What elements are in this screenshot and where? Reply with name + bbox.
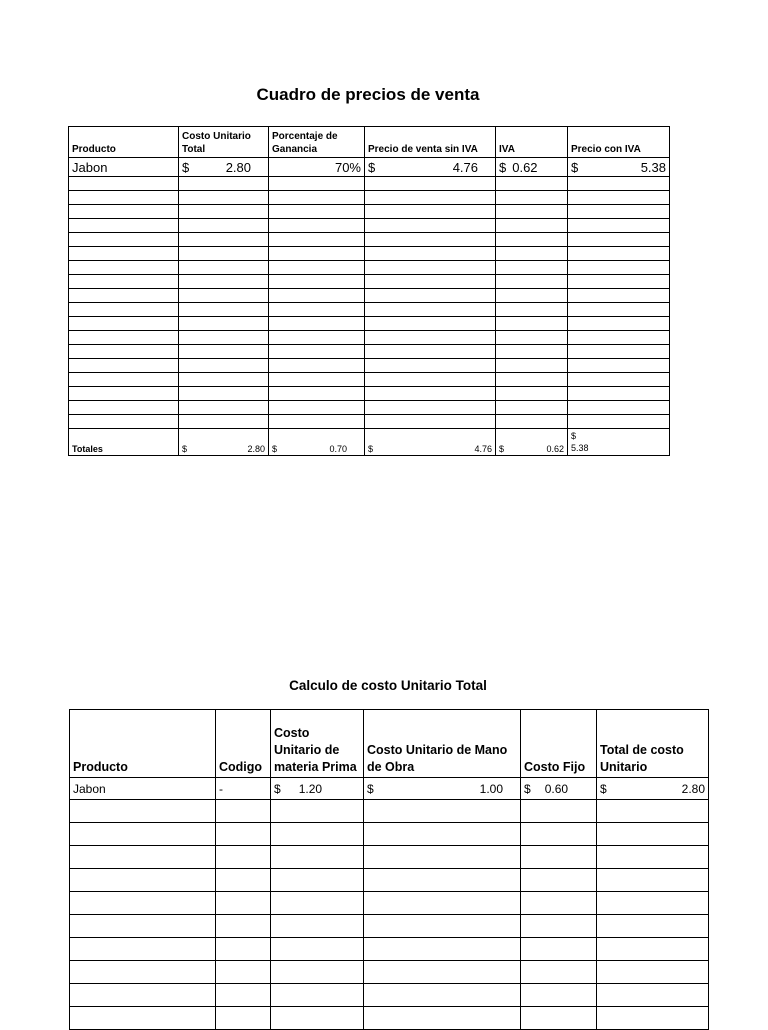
empty-cell (69, 317, 179, 331)
empty-cell (70, 892, 216, 915)
empty-cell (597, 869, 709, 892)
amount: 0.60 (544, 781, 569, 796)
empty-cell (568, 317, 670, 331)
empty-cell (70, 800, 216, 823)
empty-cell (70, 938, 216, 961)
cell-porcentaje-ganancia: 70% (269, 158, 365, 177)
empty-cell (496, 275, 568, 289)
empty-cell (496, 289, 568, 303)
empty-cell (568, 261, 670, 275)
empty-cell (364, 915, 521, 938)
amount: 4.76 (452, 159, 478, 175)
empty-cell (69, 415, 179, 429)
empty-cell (364, 1007, 521, 1030)
empty-cell (496, 205, 568, 219)
empty-cell (364, 984, 521, 1007)
empty-cell (365, 415, 496, 429)
empty-cell (70, 961, 216, 984)
empty-cell (496, 415, 568, 429)
empty-cell (179, 275, 269, 289)
empty-cell (365, 359, 496, 373)
empty-row (69, 261, 670, 275)
header-precio-con-iva: Precio con IVA (568, 127, 670, 158)
totals-label: Totales (69, 429, 179, 456)
cell-costo-unitario-total (179, 158, 269, 177)
empty-cell (216, 984, 271, 1007)
header-precio-sin-iva: Precio de venta sin IVA (365, 127, 496, 158)
empty-cell (269, 317, 365, 331)
empty-cell (521, 984, 597, 1007)
amount: 4.76 (474, 444, 492, 454)
empty-cell (568, 387, 670, 401)
empty-cell (269, 205, 365, 219)
empty-cell (496, 387, 568, 401)
total-iva (496, 429, 568, 456)
empty-cell (364, 869, 521, 892)
empty-cell (597, 938, 709, 961)
empty-row (70, 800, 709, 823)
empty-cell (365, 275, 496, 289)
empty-cell (568, 359, 670, 373)
currency-symbol: $ (367, 781, 374, 796)
empty-cell (271, 892, 364, 915)
empty-cell (70, 915, 216, 938)
empty-cell (269, 261, 365, 275)
currency-symbol: $ (368, 159, 376, 175)
empty-cell (365, 387, 496, 401)
empty-cell (521, 846, 597, 869)
empty-cell (496, 331, 568, 345)
empty-row (70, 1007, 709, 1030)
empty-cell (69, 275, 179, 289)
empty-cell (70, 846, 216, 869)
empty-cell (269, 401, 365, 415)
empty-row (69, 317, 670, 331)
empty-cell (269, 415, 365, 429)
empty-cell (271, 869, 364, 892)
empty-cell (597, 1007, 709, 1030)
empty-cell (365, 289, 496, 303)
empty-cell (179, 177, 269, 191)
header-costo-fijo: Costo Fijo (521, 710, 597, 778)
empty-row (70, 915, 709, 938)
empty-cell (69, 247, 179, 261)
empty-cell (271, 1007, 364, 1030)
header-codigo: Codigo (216, 710, 271, 778)
empty-cell (69, 191, 179, 205)
empty-cell (179, 317, 269, 331)
empty-cell (568, 191, 670, 205)
amount: 0.70 (329, 444, 347, 454)
empty-cell (597, 823, 709, 846)
empty-row (69, 233, 670, 247)
currency-symbol: $ (499, 444, 505, 454)
cell-precio-con-iva (568, 158, 670, 177)
empty-cell (216, 869, 271, 892)
empty-cell (216, 1007, 271, 1030)
empty-cell (179, 289, 269, 303)
empty-cell (597, 892, 709, 915)
empty-row (69, 359, 670, 373)
empty-cell (568, 275, 670, 289)
empty-row (69, 219, 670, 233)
empty-cell (364, 823, 521, 846)
empty-cell (597, 800, 709, 823)
empty-cell (69, 387, 179, 401)
empty-cell (271, 915, 364, 938)
empty-cell (365, 345, 496, 359)
empty-cell (69, 303, 179, 317)
total-precio-con-iva (568, 429, 670, 456)
empty-row (69, 345, 670, 359)
empty-cell (597, 984, 709, 1007)
empty-row (69, 191, 670, 205)
empty-cell (69, 289, 179, 303)
empty-cell (568, 303, 670, 317)
empty-cell (568, 331, 670, 345)
empty-cell (179, 387, 269, 401)
header-costo-unitario-total: Costo Unitario Total (179, 127, 269, 158)
header-iva: IVA (496, 127, 568, 158)
empty-cell (70, 869, 216, 892)
currency-symbol: $ (600, 781, 607, 796)
currency-symbol: $ (274, 781, 281, 796)
empty-cell (271, 800, 364, 823)
cell-mano-de-obra (364, 778, 521, 800)
currency-symbol: $ (182, 444, 188, 454)
empty-cell (568, 219, 670, 233)
empty-cell (597, 846, 709, 869)
empty-cell (496, 177, 568, 191)
empty-cell (365, 317, 496, 331)
empty-row (69, 373, 670, 387)
empty-row (69, 415, 670, 429)
empty-cell (365, 303, 496, 317)
empty-cell (69, 233, 179, 247)
empty-cell (496, 345, 568, 359)
empty-cell (365, 219, 496, 233)
empty-cell (365, 205, 496, 219)
empty-cell (568, 373, 670, 387)
empty-cell (521, 823, 597, 846)
empty-cell (271, 846, 364, 869)
empty-cell (365, 233, 496, 247)
header-porcentaje-ganancia: Porcentaje de Ganancia (269, 127, 365, 158)
empty-cell (179, 233, 269, 247)
empty-cell (365, 261, 496, 275)
total-costo-unitario (179, 429, 269, 456)
empty-row (70, 961, 709, 984)
cell-total (597, 778, 709, 800)
totals-row (69, 429, 670, 456)
empty-cell (271, 984, 364, 1007)
currency-symbol: $ (571, 159, 579, 175)
empty-cell (216, 938, 271, 961)
empty-cell (69, 177, 179, 191)
cell-producto: Jabon (69, 158, 179, 177)
empty-cell (216, 915, 271, 938)
amount: 0.62 (512, 159, 538, 175)
empty-cell (568, 401, 670, 415)
currency-symbol: $ (571, 431, 577, 441)
header-materia-prima: Costo Unitario de materia Prima (271, 710, 364, 778)
amount: 1.20 (298, 781, 323, 796)
empty-cell (496, 317, 568, 331)
empty-cell (521, 961, 597, 984)
cost-header-row (70, 710, 709, 778)
table-row (70, 778, 709, 800)
empty-cell (568, 177, 670, 191)
empty-cell (269, 177, 365, 191)
empty-cell (365, 191, 496, 205)
currency-symbol: $ (499, 159, 507, 175)
empty-cell (179, 373, 269, 387)
empty-cell (364, 961, 521, 984)
empty-cell (496, 261, 568, 275)
empty-cell (365, 177, 496, 191)
empty-cell (69, 373, 179, 387)
empty-cell (496, 247, 568, 261)
empty-cell (216, 846, 271, 869)
cell-materia-prima (271, 778, 364, 800)
empty-cell (365, 331, 496, 345)
table-row (69, 158, 670, 177)
header-mano-de-obra: Costo Unitario de Mano de Obra (364, 710, 521, 778)
header-producto: Producto (69, 127, 179, 158)
empty-cell (364, 800, 521, 823)
cell-costo-fijo (521, 778, 597, 800)
empty-cell (179, 191, 269, 205)
empty-cell (69, 359, 179, 373)
empty-row (70, 984, 709, 1007)
empty-row (69, 177, 670, 191)
empty-cell (70, 823, 216, 846)
empty-cell (269, 387, 365, 401)
empty-cell (364, 846, 521, 869)
empty-cell (70, 1007, 216, 1030)
empty-cell (364, 892, 521, 915)
cell-iva (496, 158, 568, 177)
amount: 2.80 (247, 444, 265, 454)
prices-table (68, 126, 670, 456)
empty-cell (496, 401, 568, 415)
currency-symbol: $ (182, 159, 190, 175)
empty-cell (269, 191, 365, 205)
empty-cell (365, 373, 496, 387)
empty-cell (521, 892, 597, 915)
empty-cell (568, 205, 670, 219)
empty-cell (179, 331, 269, 345)
prices-table-title: Cuadro de precios de venta (256, 85, 480, 104)
empty-cell (179, 303, 269, 317)
empty-cell (179, 205, 269, 219)
empty-cell (496, 303, 568, 317)
cell-producto: Jabon (70, 778, 216, 800)
empty-cell (597, 915, 709, 938)
empty-row (70, 846, 709, 869)
empty-cell (496, 219, 568, 233)
empty-cell (69, 331, 179, 345)
amount: 5.38 (640, 159, 666, 175)
empty-cell (568, 289, 670, 303)
empty-cell (568, 415, 670, 429)
empty-row (69, 275, 670, 289)
empty-cell (269, 359, 365, 373)
amount: 2.80 (225, 159, 251, 175)
empty-cell (179, 359, 269, 373)
empty-cell (179, 401, 269, 415)
empty-cell (269, 331, 365, 345)
empty-cell (271, 938, 364, 961)
currency-symbol: $ (368, 444, 374, 454)
empty-cell (269, 233, 365, 247)
empty-cell (269, 275, 365, 289)
empty-cell (521, 1007, 597, 1030)
amount: 1.00 (479, 781, 503, 796)
empty-cell (496, 373, 568, 387)
empty-cell (179, 345, 269, 359)
empty-cell (521, 915, 597, 938)
empty-cell (216, 892, 271, 915)
empty-cell (69, 205, 179, 219)
empty-row (69, 303, 670, 317)
empty-cell (521, 800, 597, 823)
currency-symbol: $ (272, 444, 278, 454)
empty-cell (179, 261, 269, 275)
empty-cell (568, 233, 670, 247)
empty-cell (365, 401, 496, 415)
empty-cell (496, 359, 568, 373)
prices-empty-rows (69, 177, 670, 429)
empty-cell (521, 938, 597, 961)
empty-row (69, 401, 670, 415)
empty-row (70, 938, 709, 961)
empty-cell (69, 261, 179, 275)
empty-row (69, 387, 670, 401)
empty-cell (216, 800, 271, 823)
empty-cell (69, 401, 179, 415)
empty-row (69, 247, 670, 261)
cost-table-title: Calculo de costo Unitario Total (289, 678, 487, 693)
empty-cell (568, 247, 670, 261)
empty-cell (496, 233, 568, 247)
empty-row (70, 892, 709, 915)
amount: 5.38 (571, 443, 589, 453)
empty-cell (271, 961, 364, 984)
empty-cell (69, 345, 179, 359)
empty-cell (271, 823, 364, 846)
empty-cell (521, 869, 597, 892)
empty-row (70, 869, 709, 892)
total-precio-sin-iva (365, 429, 496, 456)
empty-cell (269, 373, 365, 387)
empty-cell (269, 247, 365, 261)
empty-cell (69, 219, 179, 233)
empty-cell (269, 303, 365, 317)
currency-symbol: $ (524, 781, 531, 796)
header-total-costo-unitario: Total de costo Unitario (597, 710, 709, 778)
cell-codigo: - (216, 778, 271, 800)
empty-row (70, 823, 709, 846)
empty-cell (216, 961, 271, 984)
amount: 0.62 (546, 444, 564, 454)
cost-table (69, 709, 709, 1030)
empty-cell (269, 345, 365, 359)
empty-row (69, 331, 670, 345)
empty-cell (269, 289, 365, 303)
total-porcentaje-ganancia (269, 429, 365, 456)
cost-empty-rows (70, 800, 709, 1030)
empty-cell (496, 191, 568, 205)
amount: 2.80 (681, 781, 705, 796)
empty-row (69, 205, 670, 219)
empty-cell (365, 247, 496, 261)
header-producto: Producto (70, 710, 216, 778)
empty-cell (269, 219, 365, 233)
prices-header-row (69, 127, 670, 158)
empty-row (69, 289, 670, 303)
empty-cell (597, 961, 709, 984)
empty-cell (70, 984, 216, 1007)
empty-cell (568, 345, 670, 359)
empty-cell (179, 219, 269, 233)
empty-cell (179, 415, 269, 429)
cell-precio-sin-iva (365, 158, 496, 177)
empty-cell (364, 938, 521, 961)
empty-cell (179, 247, 269, 261)
empty-cell (216, 823, 271, 846)
